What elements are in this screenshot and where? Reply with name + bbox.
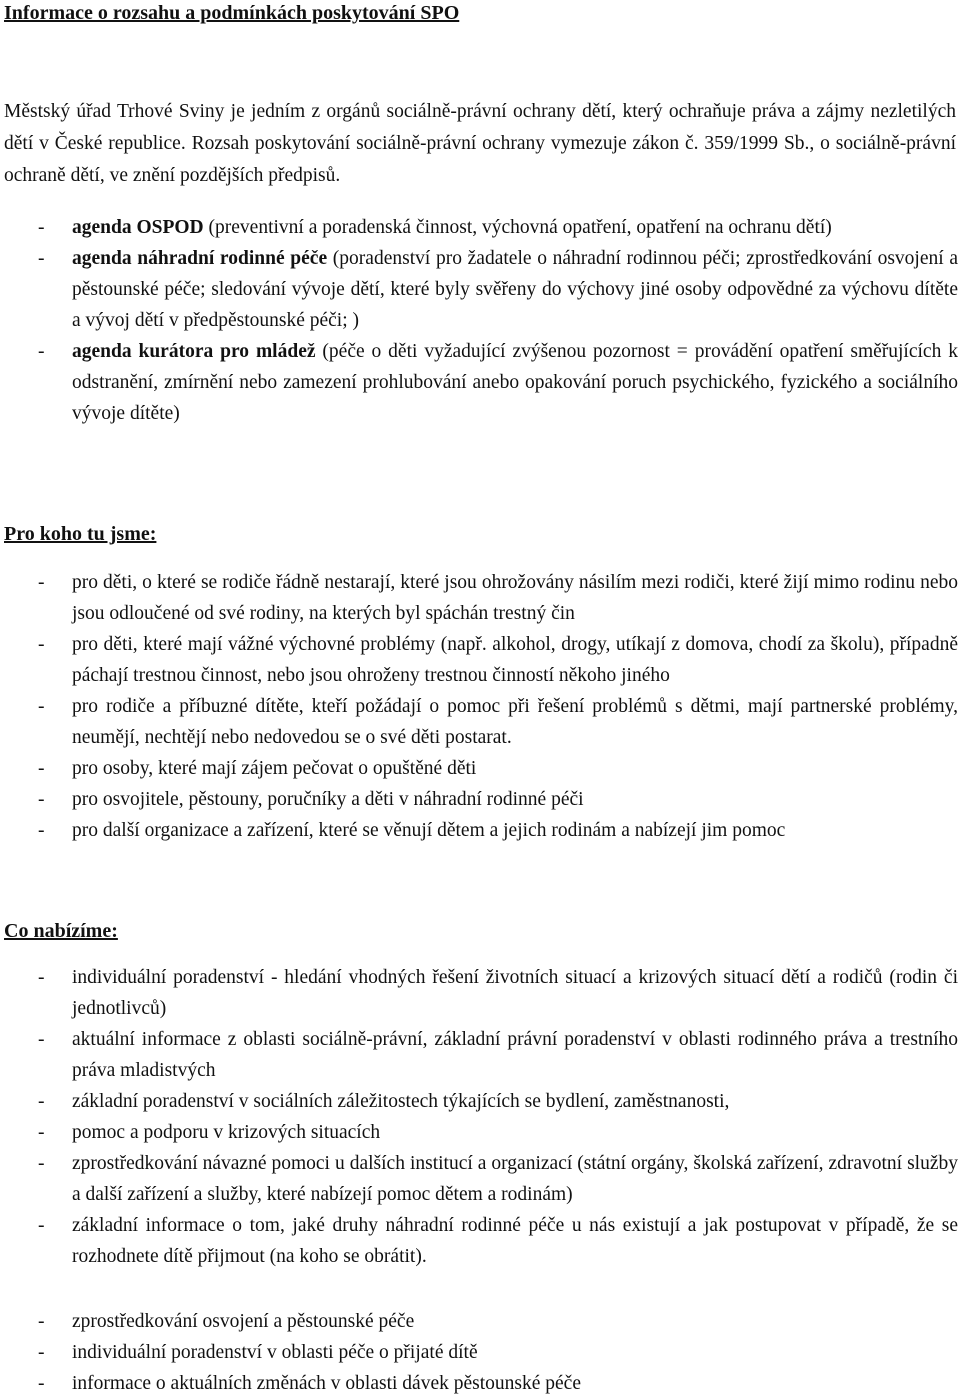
list-item-text: zprostředkování osvojení a pěstounské péče <box>72 1311 415 1332</box>
list-item <box>0 1117 958 1148</box>
list-item-text: individuální poradenství - hledání vhodných řešení životních situací a krizových situací dětí a rodičů (rodin či jednotlivců) <box>72 967 958 1019</box>
list-dash: - <box>38 1215 45 1236</box>
agenda-list <box>0 212 958 429</box>
list-item-text: pro děti, které mají vážné výchovné problémy (např. alkohol, drogy, utíkají z domova, chodí za školu), případně páchají trestnou činnost, nebo jsou ohroženy trestnou činností někoho jiného <box>72 634 958 686</box>
list-item <box>0 1210 958 1272</box>
list-item <box>0 1368 958 1399</box>
agenda-description: (poradenství pro žadatele o náhradní rodinnou péči; zprostředkování osvojení a pěstounské péče; sledování vývoje dětí, které byly svěřeny do výchovy jiné osoby odpovědné za výchovu dítěte a vývoj dětí v předpěstounské péči; ) <box>72 248 958 331</box>
agenda-description: (péče o děti vyžadující zvýšenou pozornost = provádění opatření směřujících k odstranění, zmírnění nebo zamezení prohlubování anebo opakování poruch psychického, fyzického a sociálního vývoje dítěte) <box>72 341 958 424</box>
agenda-description: (preventivní a poradenská činnost, výchovná opatření, opatření na ochranu dětí) <box>203 217 832 238</box>
list-dash: - <box>38 1342 45 1363</box>
list-dash: - <box>38 1029 45 1050</box>
list-item <box>0 815 958 846</box>
list-dash: - <box>38 1153 45 1174</box>
list-dash: - <box>38 696 45 717</box>
list-item-text: informace o aktuálních změnách v oblasti dávek pěstounské péče <box>72 1373 581 1394</box>
for-whom-heading: Pro koho tu jsme: <box>4 523 157 545</box>
agenda-name: agenda kurátora pro mládež <box>72 341 316 362</box>
list-dash: - <box>38 789 45 810</box>
list-item-text: individuální poradenství v oblasti péče o přijaté dítě <box>72 1342 478 1363</box>
list-dash: - <box>38 248 45 269</box>
list-item-text: zprostředkování návazné pomoci u dalších institucí a organizací (státní orgány, školská zařízení, zdravotní služby a další zařízení a služby, které nabízejí pomoc dětem a rodinám) <box>72 1153 958 1205</box>
list-dash: - <box>38 967 45 988</box>
list-item <box>0 753 958 784</box>
page-title: Informace o rozsahu a podmínkách poskytování SPO <box>4 2 460 24</box>
list-item <box>0 212 958 243</box>
list-dash: - <box>38 758 45 779</box>
list-item-text: pro další organizace a zařízení, které se věnují dětem a jejich rodinám a nabízejí jim pomoc <box>72 820 786 841</box>
list-dash: - <box>38 217 45 238</box>
list-dash: - <box>38 634 45 655</box>
list-item-text: pro osoby, které mají zájem pečovat o opuštěné děti <box>72 758 477 779</box>
list-item <box>0 629 958 691</box>
list-dash: - <box>38 1091 45 1112</box>
list-dash: - <box>38 341 45 362</box>
intro-paragraph: Městský úřad Trhové Sviny je jedním z orgánů sociálně-právní ochrany dětí, který ochraňuje práva a zájmy nezletilých dětí v České republice. Rozsah poskytování sociálně-právní ochrany vymezuje zákon č. 359/1999 Sb., o sociálně-právní ochraně dětí, ve znění pozdějších předpisů. <box>4 101 956 186</box>
offer-heading: Co nabízíme: <box>4 920 118 942</box>
list-item-text: pomoc a podporu v krizových situacích <box>72 1122 381 1143</box>
list-item <box>0 336 958 429</box>
list-item <box>0 243 958 336</box>
list-item-text: základní poradenství v sociálních záležitostech týkajících se bydlení, zaměstnanosti, <box>72 1091 730 1112</box>
list-item <box>0 1148 958 1210</box>
list-item-text: základní informace o tom, jaké druhy náhradní rodinné péče u nás existují a jak postupovat v případě, že se rozhodnete dítě přijmout (na koho se obrátit). <box>72 1215 958 1267</box>
list-item <box>0 1086 958 1117</box>
list-item-text: pro osvojitele, pěstouny, poručníky a děti v náhradní rodinné péči <box>72 789 584 810</box>
agenda-name: agenda OSPOD <box>72 217 204 238</box>
for-whom-list <box>0 567 958 846</box>
agenda-name: agenda náhradní rodinné péče <box>72 248 328 269</box>
list-item <box>0 784 958 815</box>
list-dash: - <box>38 1122 45 1143</box>
list-dash: - <box>38 572 45 593</box>
list-dash: - <box>38 1311 45 1332</box>
list-item <box>0 1024 958 1086</box>
list-item <box>0 1306 958 1337</box>
list-item <box>0 962 958 1024</box>
offer-list <box>0 962 958 1272</box>
list-item-text: aktuální informace z oblasti sociálně-právní, základní právní poradenství v oblasti rodinného práva a trestního práva mladistvých <box>72 1029 958 1081</box>
list-dash: - <box>38 820 45 841</box>
list-item <box>0 691 958 753</box>
list-item-text: pro rodiče a příbuzné dítěte, kteří požádají o pomoc při řešení problémů s dětmi, mají partnerské problémy, neumějí, nechtějí nebo nedovedou se o své děti postarat. <box>72 696 958 748</box>
list-item <box>0 567 958 629</box>
offer-extra-list <box>0 1306 958 1399</box>
list-dash: - <box>38 1373 45 1394</box>
list-item-text: pro děti, o které se rodiče řádně nestarají, které jsou ohrožovány násilím mezi rodiči, které žijí mimo rodinu nebo jsou odloučené od své rodiny, na kterých byl spáchán trestný čin <box>72 572 958 624</box>
list-item <box>0 1337 958 1368</box>
